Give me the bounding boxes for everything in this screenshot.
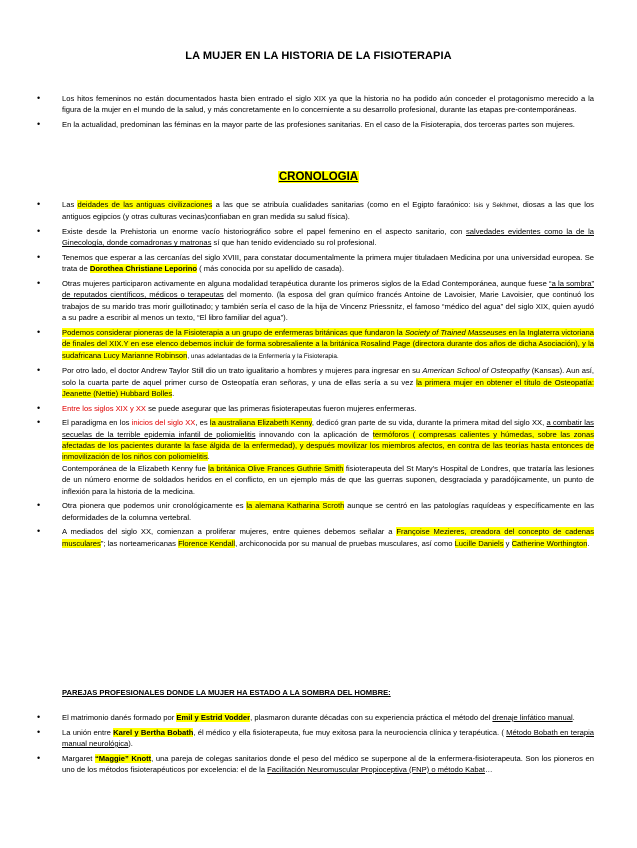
list-item: • Por otro lado, el doctor Andrew Taylor Still dio un trato igualitario a hombres y mujeres para ingresar en su American School of Osteopathy (Kansas). Aun así, solo la cuarta parte de aquel primer curso de Osteopatía eran señoras, y una de ellas sería a su vez la primera mujer en obtener el título de Osteopatía: Jeanette (Nettie) Hubbard Bolles. [62, 365, 594, 399]
list-item: • En la actualidad, predominan las féminas en la mayor parte de las profesiones sanitarias. En el caso de la Fisioterapia, dos terceras partes son mujeres. [62, 119, 594, 130]
list-item: • El paradigma en los inicios del siglo XX, es la australiana Elizabeth Kenny, dedicó gran parte de su vida, durante la primera mitad del siglo XX, a combatir las secuelas de la terrible epidemia infantil de poliomielitis innovando con la aplicación de termóforos ( compresas calientes y húmedas, sobre las zonas afectadas de los pacientes durante la fase álgida de la enfermedad), y después movilizar los miembros afectos, en contra de las teorías hasta entonces de inmovilización de los niños con poliomielitis. [62, 417, 594, 463]
list-item: • Los hitos femeninos no están documentados hasta bien entrado el siglo XIX ya que la historia no ha podido aún conceder el protagonismo merecido a la figura de la mujer en el mundo de la salud, y más concretamente en lo concerniente a su desarrollo profesional, durante las etapas pre-contemporáneas. [62, 93, 594, 116]
list-item: • Las deidades de las antiguas civilizaciones a las que se atribuía cualidades sanitarias (como en el Egipto faraónico: Isis y Sekhmet, diosas a las que los antiguos egipcios (y otras culturas vecinas)confiaban en gran medida su salud física). [62, 199, 594, 223]
list-item: • Entre los siglos XIX y XX se puede asegurar que las primeras fisioterapeutas fueron mujeres enfermeras. [62, 403, 594, 414]
list-item: • Podemos considerar pioneras de la Fisioterapia a un grupo de enfermeras británicas que fundaron la Society of Trained Masseuses en la Inglaterra victoriana de finales del XIX.Y en ese elenco debemos incluir de forma sobresaliente a la británica Rosalind Page (directora durante dos años de dicha Asociación), y la sudafricana Lucy Marianne Robinson, unas adelantadas de la Enfermería y la Fisioterapia. [62, 327, 594, 362]
list-item: • La unión entre Karel y Bertha Bobath, él médico y ella fisioterapeuta, fue muy exitosa para la neurociencia clínica y terapéutica. ( Método Bobath en terapia manual neurológica). [62, 727, 594, 750]
list-item: • Otras mujeres participaron activamente en alguna modalidad terapéutica durante los primeros siglos de la Edad Contemporánea, aunque fuese “a la sombra” de reputados científicos, médicos o terapeutas del momento. (la esposa del gran químico francés Antoine de Lavoisier, Marie Lavoisier, que continuó los trabajos de su marido tras morir guillotinado; y también sería el caso de la hija de Vincenz Priessnitz, el famoso “médico del agua” del siglo XIX, quien ayudó a su padre a escribir al menos un texto, “El libro familiar del agua”). [62, 278, 594, 324]
parejas-heading: PAREJAS PROFESIONALES DONDE LA MUJER HA ESTADO A LA SOMBRA DEL HOMBRE: [62, 688, 391, 697]
list-item: • El matrimonio danés formado por Emil y Estrid Vodder, plasmaron durante décadas con su experiencia práctica el método del drenaje linfático manual. [62, 712, 594, 723]
cronologia-heading: CRONOLOGIA [278, 171, 359, 183]
list-item: • Otra pionera que podemos unir cronológicamente es la alemana Katharina Scroth aunque se centró en las patologías raquídeas y específicamente en las deformidades de la columna vertebral. [62, 500, 594, 523]
list-item: • Margaret “Maggie” Knott, una pareja de colegas sanitarios donde el peso del médico se superpone al de la enfermera-fisioterapeuta. Son los pioneros en uno de los métodos fisioterapéuticos por excelencia: el de la Facilitación Neuromuscular Propioceptiva (FNP) o método Kabat… [62, 753, 594, 776]
list-item: • Tenemos que esperar a las cercanías del siglo XVIII, para constatar documentalmente la primera mujer tituladaen Medicina por una universidad europea. Se trata de Dorothea Christiane Leporino ( más conocida por su apellido de casada). [62, 252, 594, 275]
parejas-list [62, 712, 594, 779]
list-item: • Existe desde la Prehistoria un enorme vacío historiográfico sobre el papel femenino en el aspecto sanitario, con salvedades evidentes como la de la Ginecología, donde comadronas y matronas sí que han tenido evidenciado su rol profesional. [62, 226, 594, 249]
intro-list [62, 93, 594, 134]
cronologia-list [62, 199, 594, 552]
list-item-continuation: Contemporánea de la Elizabeth Kenny fue la británica Olive Frances Guthrie Smith fisioterapeuta del St Mary's Hospital de Londres, que trataría las lesiones de un número enorme de soldados heridos en el conflicto, en un ejemplo más de que las guerras suponen, desgraciada y paradójicamente, un punto de inflexión para la historia de la medicina. [62, 463, 594, 496]
list-item: • A mediados del siglo XX, comienzan a proliferar mujeres, entre quienes debemos señalar a Françoise Mezieres, creadora del concepto de cadenas musculares”; las norteamericanas Florence Kendall, archiconocida por su manual de pruebas musculares, así como Lucille Daniels y Catherine Worthington. [62, 526, 594, 549]
page-title: LA MUJER EN LA HISTORIA DE LA FISIOTERAPIA [185, 50, 452, 62]
